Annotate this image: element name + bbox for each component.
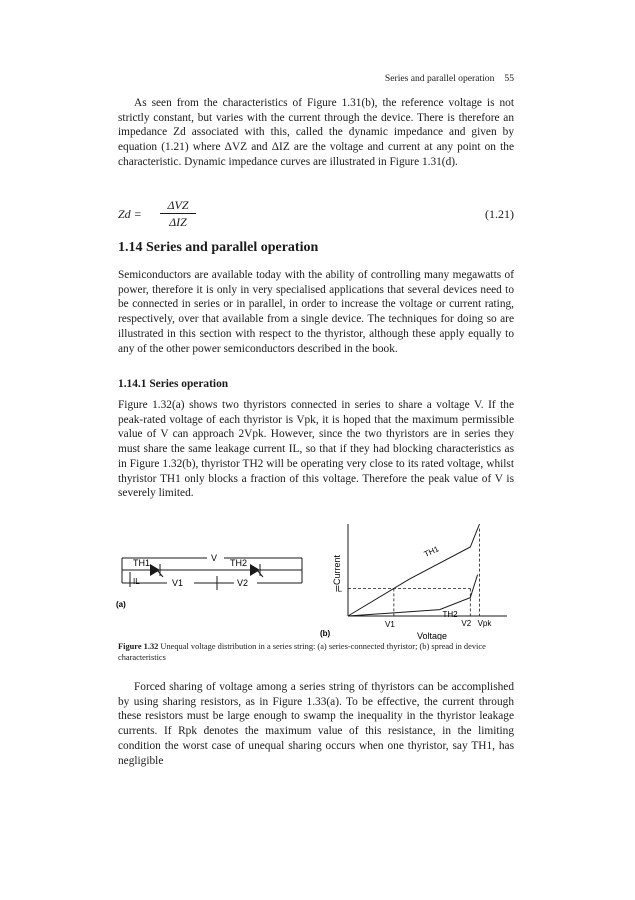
paragraph-series-operation: Figure 1.32(a) shows two thyristors connected in series to share a voltage V. If the peak-rated voltage of each thyristor is Vpk, it is hoped that the maximum permissible value of V can approach 2Vpk. However, since the two thyristors are in series they must share the same leakage current IL, so that if they had blocking characteristics as in Figure 1.32(b), thyristor TH2 will be operating very close to its rated voltage, whilst thyristor TH1 only blocks a fraction of this voltage. Therefore the peak value of V is severely limited.: [118, 399, 514, 500]
figure-caption: [118, 642, 514, 664]
circuit-label-th2: TH2: [230, 558, 248, 568]
section-heading: 1.14 Series and parallel operation: [118, 240, 319, 255]
circuit-label-il: IL: [133, 577, 140, 586]
equation-1-21: [118, 198, 514, 228]
circuit-label-v2: V2: [237, 578, 249, 588]
paragraph-forced-sharing: Forced sharing of voltage among a series string of thyristors can be accomplished by using sharing resistors, as in Figure 1.33(a). To be effective, the current through these resistors must be large enough to swamp the inequality in the thyristor leakage currents. If Rpk denotes the maximum value of this resistance, in the limiting condition the worst case of unequal sharing occurs when one thyristor, say TH1, has negligible: [118, 681, 514, 767]
subsection-heading: 1.14.1 Series operation: [118, 378, 229, 390]
y-axis-label: Current: [332, 554, 342, 586]
figure-b-label: (b): [320, 629, 331, 638]
figure-caption-label: Figure 1.32: [118, 642, 159, 651]
x-marker-label-v1: V1: [385, 620, 395, 629]
characteristics-chart: [312, 518, 517, 640]
equation-numerator: ΔVZ: [167, 198, 189, 212]
page-number: 55: [504, 73, 514, 84]
running-header-title: Series and parallel operation: [384, 73, 495, 84]
equation-denominator: ΔIZ: [169, 215, 187, 229]
equation-fraction: [160, 198, 196, 229]
equation-number: (1.21): [485, 207, 514, 221]
series-th2-curve: [348, 575, 478, 616]
series-th1-label: TH1: [422, 544, 441, 559]
fraction-bar: [160, 213, 196, 214]
series-circuit-diagram: [112, 545, 312, 620]
figure-caption-text: Unequal voltage distribution in a series string: (a) series-connected thyristor; (b) spread in device characteristics: [118, 642, 486, 662]
series-th2-label: TH2: [442, 610, 458, 619]
x-marker-label-vpk: Vpk: [477, 619, 492, 628]
x-marker-label-v2: V2: [461, 619, 472, 628]
circuit-label-th1: TH1: [133, 558, 151, 568]
x-axis-label: Voltage: [416, 631, 448, 640]
figure-a-label: (a): [116, 600, 126, 609]
circuit-label-v1: V1: [172, 578, 184, 588]
equation-lhs: Zd =: [118, 207, 142, 221]
paragraph-dynamic-impedance: As seen from the characteristics of Figure 1.31(b), the reference voltage is not strictly constant, but varies with the current through the device. There is therefore an impedance Zd associated with this, called the dynamic impedance and given by equation (1.21) where ΔVZ and ΔIZ are the voltage and current at any point on the characteristic. Dynamic impedance curves are illustrated in Figure 1.31(d).: [118, 97, 514, 168]
chart-leakage-label: IL: [335, 584, 342, 594]
running-header: [118, 73, 514, 84]
circuit-label-v: V: [211, 553, 218, 563]
paragraph-introduction: Semiconductors are available today with the ability of controlling many megawatts of power, therefore it is only in very specialised applications that several devices need to be connected in series or in parallel, in order to increase the voltage or current rating, respectively, over that available from a single device. The techniques for doing so are illustrated in this section with respect to the thyristor, although these apply equally to any of the other power semiconductors described in the book.: [118, 269, 514, 355]
